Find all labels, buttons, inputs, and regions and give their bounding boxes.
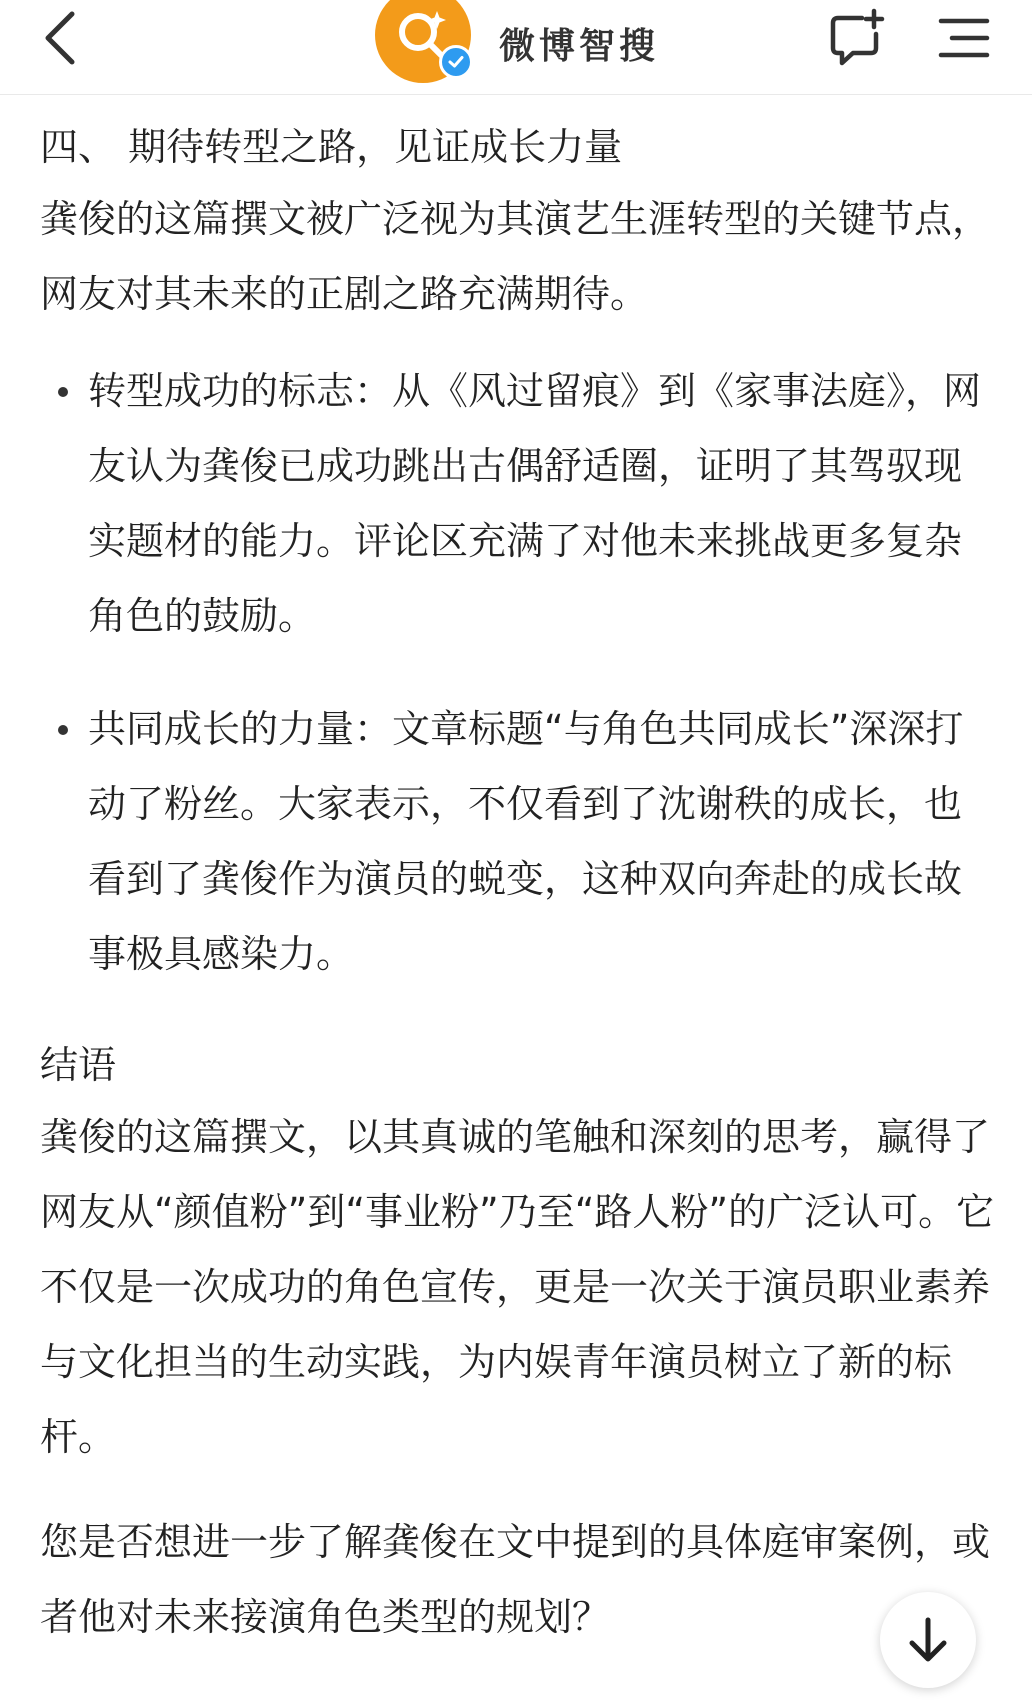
article-content bbox=[40, 112, 996, 1655]
check-badge-icon bbox=[447, 53, 465, 71]
section-title: 四、 期待转型之路，见证成长力量 bbox=[40, 125, 623, 169]
chevron-left-icon bbox=[40, 10, 80, 66]
app-title: 微博智搜 bbox=[499, 24, 660, 67]
arrow-down-icon bbox=[906, 1616, 950, 1664]
chat-add-icon bbox=[826, 8, 886, 68]
followup-question: 您是否想进一步了解龚俊在文中提到的具体庭审案例，或者他对未来接演角色类型的规划？ bbox=[40, 1520, 991, 1639]
list-item-text: 共同成长的力量：文章标题“与角色共同成长”深深打动了粉丝。大家表示，不仅看到了沈谢秩的成长，也看到了龚俊作为演员的蜕变，这种双向奔赴的成长故事极具感染力。 bbox=[88, 707, 964, 976]
list-item-text: 转型成功的标志：从《风过留痕》到《家事法庭》，网友认为龚俊已成功跳出古偶舒适圈，证明了其驾驭现实题材的能力。评论区充满了对他未来挑战更多复杂角色的鼓励。 bbox=[88, 369, 982, 638]
list-item bbox=[40, 354, 996, 654]
menu-button[interactable] bbox=[932, 6, 996, 70]
bullet-list bbox=[40, 354, 996, 992]
menu-icon bbox=[938, 16, 990, 60]
brand bbox=[375, 0, 659, 86]
avatar[interactable] bbox=[375, 0, 471, 83]
verified-badge bbox=[439, 45, 473, 79]
top-bar bbox=[0, 0, 1032, 95]
bullet-dot bbox=[58, 725, 68, 735]
list-item bbox=[40, 692, 996, 992]
spacer bbox=[40, 1475, 996, 1505]
conclusion-title: 结语 bbox=[40, 1043, 117, 1087]
compose-button[interactable] bbox=[824, 6, 888, 70]
section-intro: 龚俊的这篇撰文被广泛视为其演艺生涯转型的关键节点，网友对其未来的正剧之路充满期待。 bbox=[40, 197, 991, 316]
scroll-down-button[interactable] bbox=[880, 1592, 976, 1688]
conclusion-text: 龚俊的这篇撰文，以其真诚的笔触和深刻的思考，赢得了网友从“颜值粉”到“事业粉”乃至“路人粉”的广泛认可。它不仅是一次成功的角色宣传，更是一次关于演员职业素养与文化担当的生动实践，为内娱青年演员树立了新的标杆。 bbox=[40, 1115, 995, 1459]
back-button[interactable] bbox=[28, 6, 92, 70]
bullet-dot bbox=[58, 387, 68, 397]
